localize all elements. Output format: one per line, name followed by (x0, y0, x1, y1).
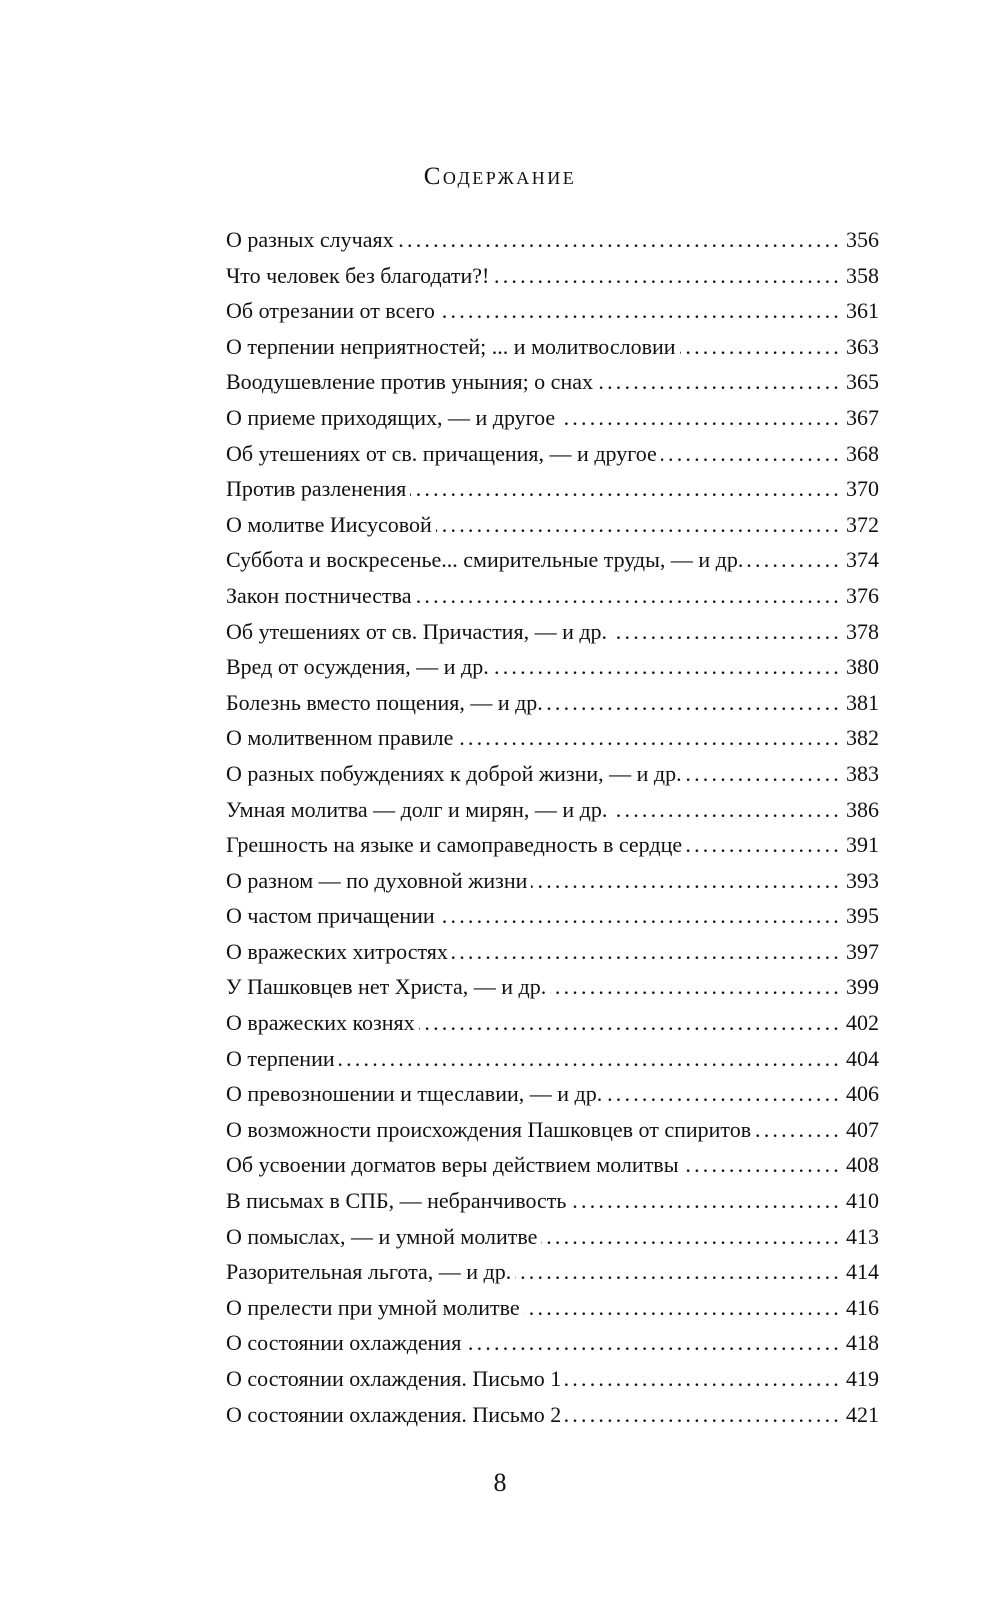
toc-entry-page: 361 (846, 298, 879, 324)
toc-entry[interactable] (226, 1112, 879, 1148)
toc-entry-page: 402 (846, 1010, 879, 1036)
toc-entry-page: 413 (846, 1223, 879, 1249)
toc-entry-title: Разорительная льгота, — и др. (226, 1259, 512, 1285)
toc-entry[interactable] (226, 258, 879, 294)
toc-entry-page: 407 (846, 1116, 879, 1142)
toc-entry-title: Что человек без благодати?! (226, 262, 490, 288)
toc-entry-title: В письмах в СПБ, — небранчивость (226, 1188, 567, 1214)
toc-entry-page: 376 (846, 582, 879, 608)
toc-entry[interactable] (226, 720, 879, 756)
toc-entry-title: О состоянии охлаждения. Письмо 2 (226, 1401, 562, 1427)
toc-entry-page: 391 (846, 832, 879, 858)
toc-entry-page: 406 (846, 1081, 879, 1107)
toc-entry[interactable] (226, 1361, 879, 1397)
dot-leader (606, 1076, 842, 1112)
toc-entry[interactable] (226, 863, 879, 899)
dot-leader (416, 578, 843, 614)
toc-entry-title: О превозношении и тщеславии, — и др. (226, 1081, 603, 1107)
toc-entry[interactable] (226, 1147, 879, 1183)
toc-entry-title: О разном — по духовной жизни (226, 867, 528, 893)
toc-entry-title: О вражеских хитростях (226, 938, 448, 964)
dot-leader (570, 1183, 842, 1219)
toc-entry[interactable] (226, 756, 879, 792)
toc-entry-title: О разных побуждениях к доброй жизни, — и др. (226, 760, 682, 786)
toc-entry[interactable] (226, 1076, 879, 1112)
toc-entry-title: О молитвенном правиле (226, 725, 454, 751)
dot-leader (439, 293, 842, 329)
toc-entry-title: Болезнь вместо пощения, — и др. (226, 689, 543, 715)
toc-entry-title: Против разленения (226, 476, 407, 502)
dot-leader (436, 507, 842, 543)
toc-entry-title: О состоянии охлаждения (226, 1330, 462, 1356)
dot-leader (515, 1254, 842, 1290)
toc-entry-page: 374 (846, 547, 879, 573)
toc-entry-title: О терпении (226, 1045, 335, 1071)
toc-entry[interactable] (226, 436, 879, 472)
toc-entry-page: 393 (846, 867, 879, 893)
dot-leader (597, 364, 842, 400)
toc-entry-title: Закон постничества (226, 582, 412, 608)
toc-entry-page: 383 (846, 760, 879, 786)
toc-entry-title: О прелести при умной молитве (226, 1294, 520, 1320)
toc-entry-title: Об усвоении догматов веры действием молитвы (226, 1152, 679, 1178)
toc-entry-page: 368 (846, 440, 879, 466)
toc-entry[interactable] (226, 792, 879, 828)
toc-entry[interactable] (226, 542, 879, 578)
dot-leader (755, 1112, 842, 1148)
toc-entry-title: Вред от осуждения, — и др. (226, 654, 489, 680)
toc-entry-page: 370 (846, 476, 879, 502)
toc-entry-title: Об утешениях от св. причащения, — и другое (226, 440, 657, 466)
toc-entry-page: 414 (846, 1259, 879, 1285)
dot-leader (493, 258, 842, 294)
toc-entry-title: Грешность на языке и самоправедность в сердце (226, 832, 683, 858)
toc-entry[interactable] (226, 1397, 879, 1433)
dot-leader (686, 827, 842, 863)
toc-entry-page: 410 (846, 1188, 879, 1214)
toc-entry[interactable] (226, 614, 879, 650)
dot-leader (541, 1219, 842, 1255)
toc-entry[interactable] (226, 898, 879, 934)
dot-leader (565, 1361, 842, 1397)
toc-entry-title: У Пашковцев нет Христа, — и др. (226, 974, 547, 1000)
dot-leader (465, 1325, 842, 1361)
dot-leader (747, 542, 842, 578)
toc-entry-page: 367 (846, 404, 879, 430)
toc-entry-page: 363 (846, 333, 879, 359)
dot-leader (419, 1005, 842, 1041)
dot-leader (661, 436, 842, 472)
dot-leader (565, 1397, 842, 1433)
toc-entry-title: О приеме приходящих, — и другое (226, 404, 556, 430)
toc-entry-title: О терпении неприятностей; ... и молитвословии (226, 333, 676, 359)
toc-entry-title: Об утешениях от св. Причастия, — и др. (226, 618, 608, 644)
dot-leader (550, 969, 842, 1005)
toc-entry[interactable] (226, 578, 879, 614)
toc-entry-title: Умная молитва — долг и мирян, — и др. (226, 796, 608, 822)
toc-entry-page: 378 (846, 618, 879, 644)
toc-entry-page: 419 (846, 1366, 879, 1391)
toc-entry-title: Об отрезании от всего (226, 298, 435, 324)
toc-entry-title: О помыслах, — и умной молитве (226, 1223, 538, 1249)
toc-entry-page: 408 (846, 1152, 879, 1178)
toc-entry[interactable] (226, 1219, 879, 1255)
toc-entry-title: О возможности происхождения Пашковцев от спиритов (226, 1116, 752, 1142)
dot-leader (547, 685, 842, 721)
dot-leader (398, 222, 842, 258)
toc-entry[interactable] (226, 1325, 879, 1361)
dot-leader (680, 329, 842, 365)
page-title: Содержание (423, 162, 577, 190)
dot-leader (531, 863, 842, 899)
toc-entry[interactable] (226, 293, 879, 329)
toc-entry[interactable] (226, 222, 879, 258)
dot-leader (682, 1147, 842, 1183)
toc-entry-page: 356 (846, 227, 879, 252)
toc-entry-title: Суббота и воскресенье... смирительные труды, — и др. (226, 547, 744, 573)
dot-leader (439, 898, 842, 934)
dot-leader (611, 792, 842, 828)
toc-entry[interactable] (226, 471, 879, 507)
toc-entry-title: О разных случаях (226, 227, 394, 252)
toc-entry[interactable] (226, 364, 879, 400)
toc-entry-page: 416 (846, 1294, 879, 1320)
toc-entry-page: 365 (846, 369, 879, 395)
toc-entry[interactable] (226, 649, 879, 685)
toc-entry-page: 380 (846, 654, 879, 680)
toc-entry[interactable] (226, 1005, 879, 1041)
toc-entry-page: 381 (846, 689, 879, 715)
toc-entry[interactable] (226, 969, 879, 1005)
toc-entry-page: 399 (846, 974, 879, 1000)
toc-entry-page: 386 (846, 796, 879, 822)
dot-leader (611, 614, 842, 650)
toc-entry[interactable] (226, 1041, 879, 1077)
toc-entry[interactable] (226, 1290, 879, 1326)
toc-entry-page: 421 (846, 1401, 879, 1427)
table-of-contents (226, 222, 879, 1432)
toc-entry[interactable] (226, 827, 879, 863)
dot-leader (493, 649, 842, 685)
toc-entry-title: О частом причащении (226, 903, 435, 929)
toc-entry-page: 404 (846, 1045, 879, 1071)
toc-entry-page: 395 (846, 903, 879, 929)
toc-entry[interactable] (226, 685, 879, 721)
dot-leader (457, 720, 842, 756)
toc-entry-title: О молитве Иисусовой (226, 511, 432, 537)
dot-leader (524, 1290, 842, 1326)
toc-entry-title: О вражеских кознях (226, 1010, 415, 1036)
dot-leader (452, 934, 842, 970)
toc-entry[interactable] (226, 329, 879, 365)
toc-entry[interactable] (226, 1254, 879, 1290)
toc-entry-page: 418 (846, 1330, 879, 1356)
dot-leader (410, 471, 842, 507)
toc-entry-title: О состоянии охлаждения. Письмо 1 (226, 1366, 562, 1391)
dot-leader (339, 1041, 842, 1077)
toc-entry-page: 397 (846, 938, 879, 964)
toc-entry-title: Воодушевление против уныния; о снах (226, 369, 593, 395)
toc-entry[interactable] (226, 507, 879, 543)
toc-entry[interactable] (226, 400, 879, 436)
toc-entry-page: 382 (846, 725, 879, 751)
toc-entry[interactable] (226, 1183, 879, 1219)
toc-entry-page: 372 (846, 511, 879, 537)
toc-entry-page: 358 (846, 262, 879, 288)
toc-entry[interactable] (226, 934, 879, 970)
dot-leader (559, 400, 842, 436)
dot-leader (686, 756, 842, 792)
page-number: 8 (493, 1468, 507, 1497)
